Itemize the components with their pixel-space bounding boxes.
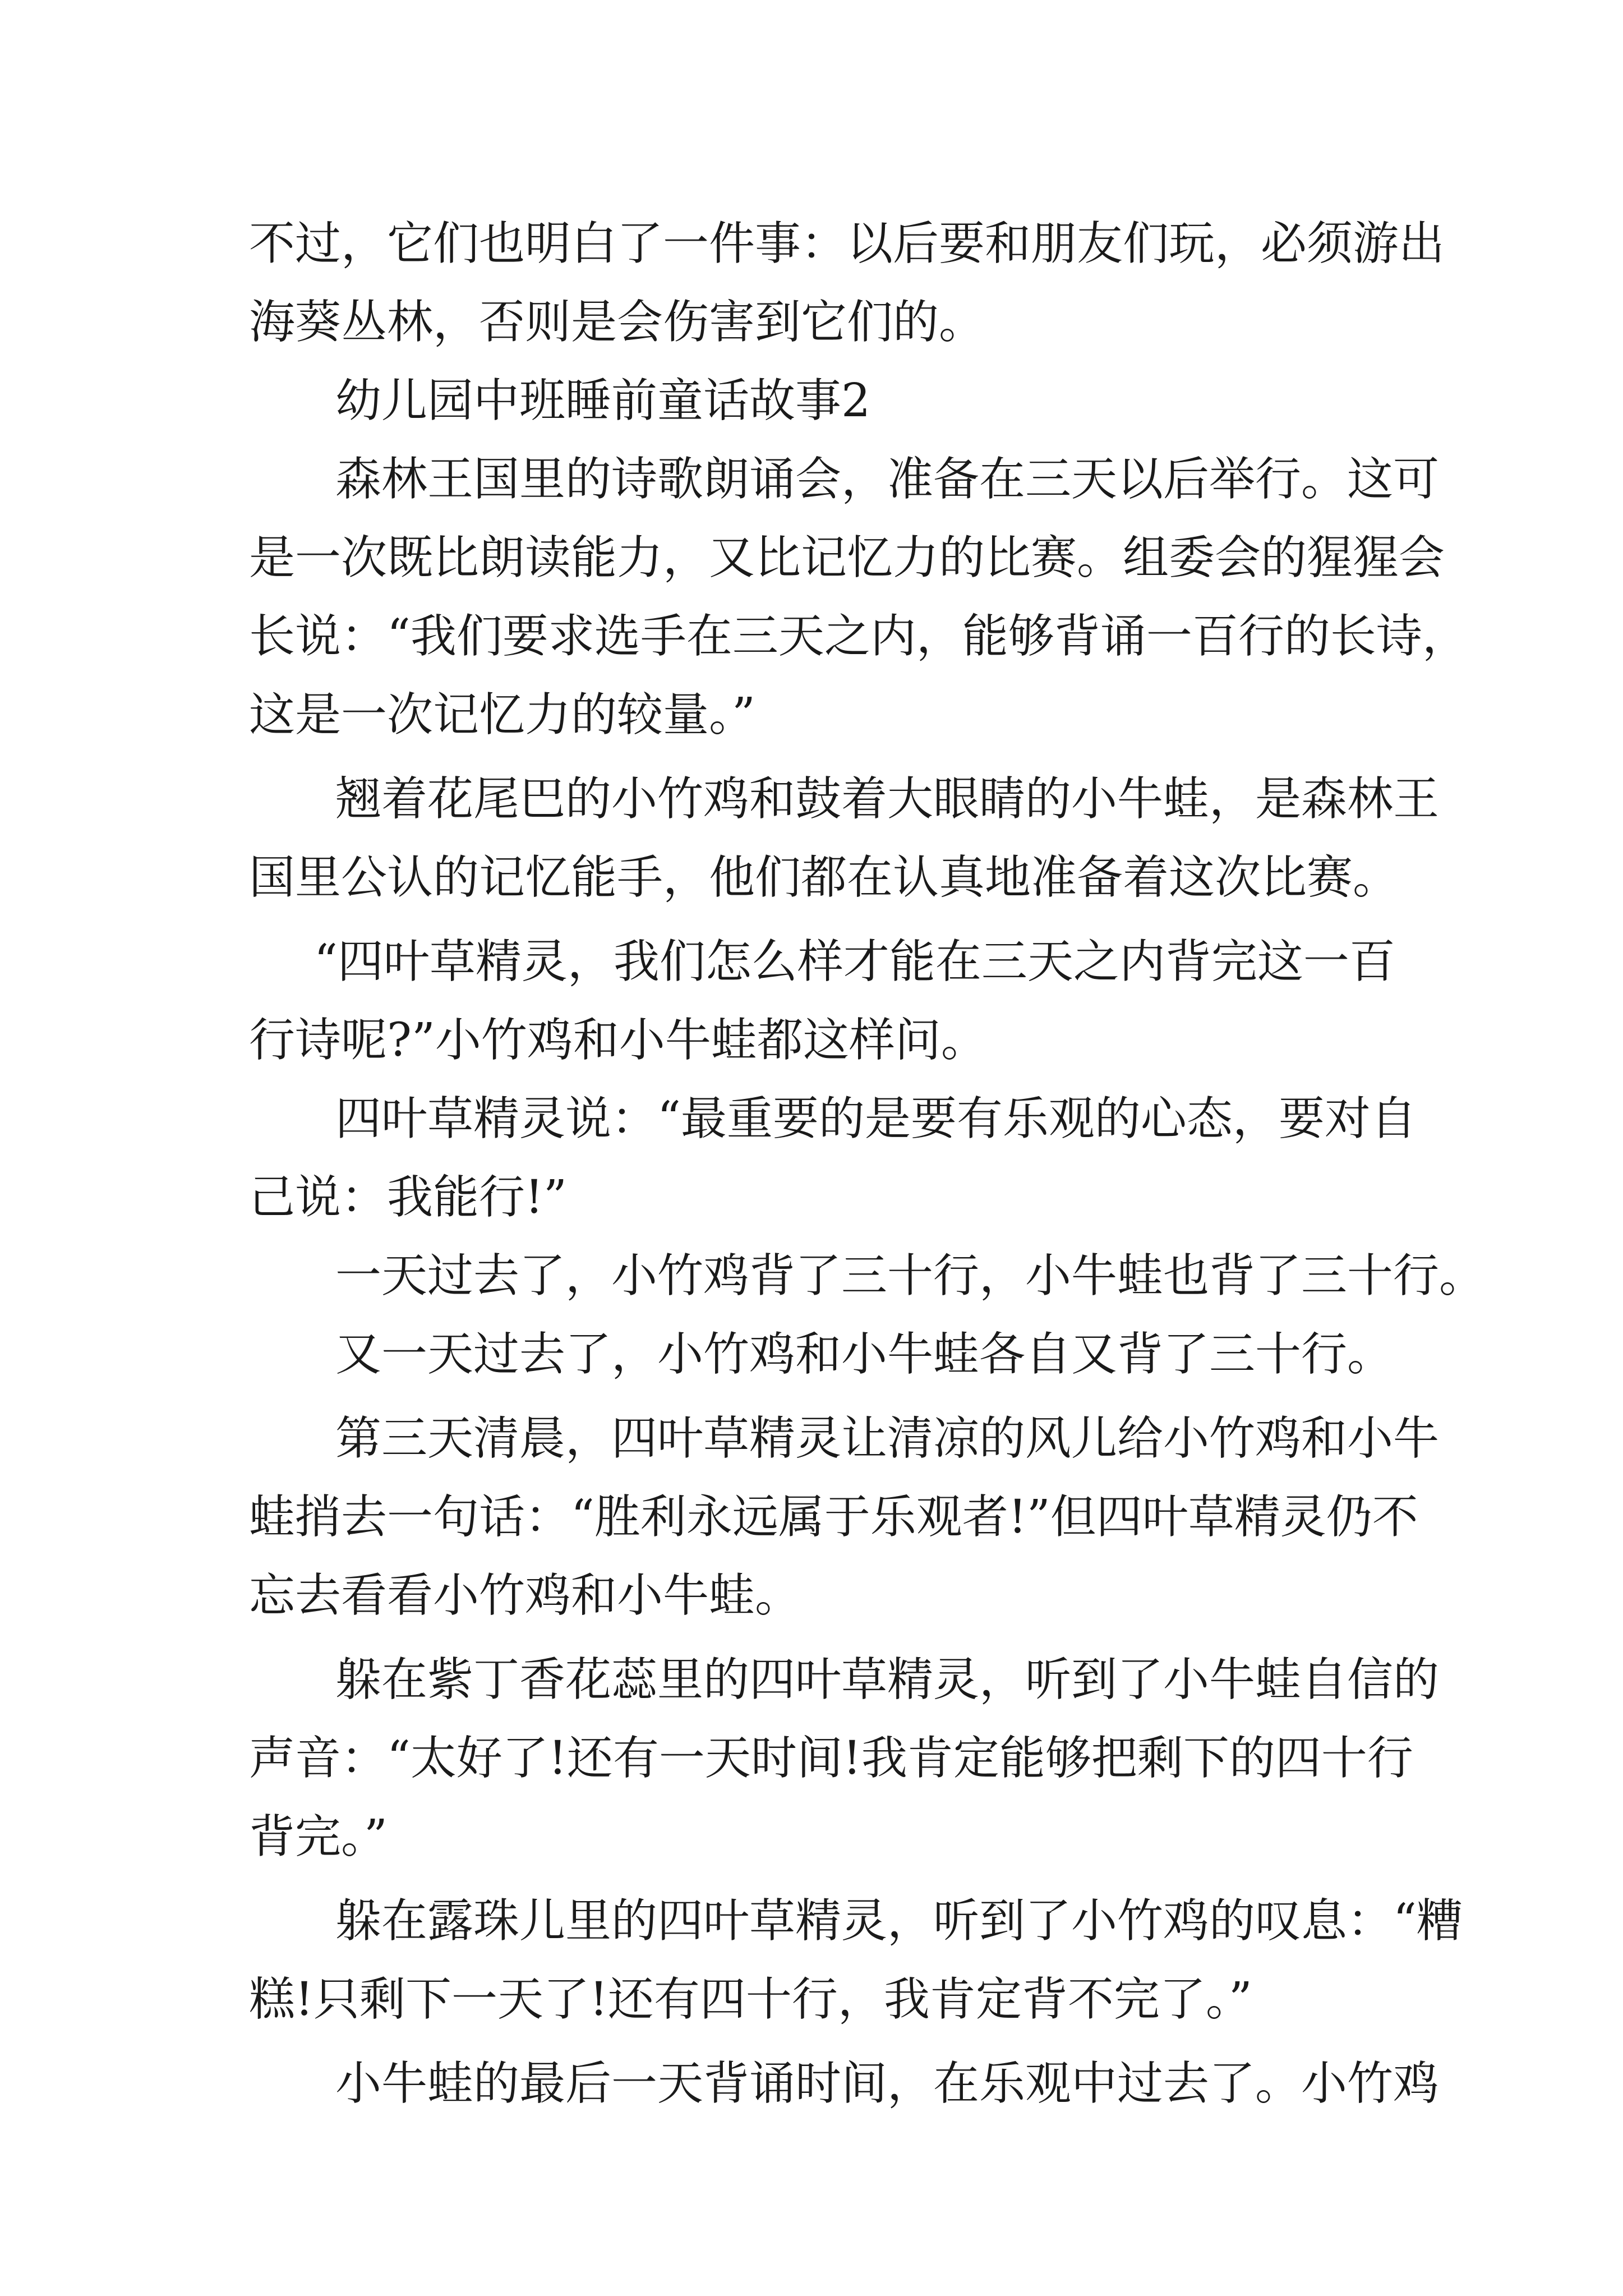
text-line-19 (0, 1644, 1623, 1717)
text-line-16 (0, 1402, 1623, 1475)
text-line-2-content: 海葵丛林，否则是会伤害到它们的。 (249, 296, 985, 349)
text-line-15-content: 又一天过去了，小竹鸡和小牛蛙各自又背了三十行。 (335, 1328, 1394, 1381)
text-line-8-content: 翘着花尾巴的小竹鸡和鼓着大眼睛的小牛蛙，是森林王 (335, 772, 1440, 826)
text-line-12 (0, 1083, 1623, 1156)
text-line-22 (0, 1885, 1623, 1958)
text-line-9 (0, 841, 1623, 914)
text-line-21-content: 背完。” (249, 1810, 388, 1864)
text-line-15 (0, 1318, 1623, 1391)
text-line-17 (0, 1481, 1623, 1554)
text-line-4 (0, 443, 1623, 516)
text-line-20-content: 声音：“太好了!还有一天时间!我肯定能够把剩下的四十行 (249, 1732, 1413, 1785)
text-line-4-content: 森林王国里的诗歌朗诵会，准备在三天以后举行。这可 (335, 453, 1440, 506)
text-line-1-content: 不过，它们也明白了一件事：以后要和朋友们玩，必须游出 (249, 217, 1445, 270)
text-line-11 (0, 1004, 1623, 1077)
text-line-2 (0, 286, 1623, 359)
text-line-10-content: “四叶草精灵，我们怎么样才能在三天之内背完这一百 (314, 935, 1395, 988)
text-line-6 (0, 600, 1623, 673)
text-line-10 (0, 926, 1623, 999)
text-line-24-content: 小牛蛙的最后一天背诵时间，在乐观中过去了。小竹鸡 (335, 2057, 1440, 2110)
text-line-18-content: 忘去看看小竹鸡和小牛蛙。 (249, 1569, 801, 1622)
text-line-1 (0, 208, 1623, 280)
text-line-17-content: 蛙捎去一句话：“胜利永远属于乐观者!”但四叶草精灵仍不 (249, 1490, 1418, 1544)
text-line-23 (0, 1963, 1623, 2036)
text-line-5-content: 是一次既比朗读能力，又比记忆力的比赛。组委会的猩猩会 (249, 531, 1445, 585)
text-line-8 (0, 763, 1623, 836)
text-line-13-content: 己说：我能行!” (249, 1171, 567, 1224)
section-heading-content: 幼儿园中班睡前童话故事2 (335, 374, 871, 427)
text-line-21 (0, 1801, 1623, 1874)
text-line-18 (0, 1559, 1623, 1632)
text-line-20 (0, 1722, 1623, 1795)
text-line-19-content: 躲在紫丁香花蕊里的四叶草精灵，听到了小牛蛙自信的 (335, 1653, 1440, 1706)
text-line-13 (0, 1161, 1623, 1234)
text-line-24 (0, 2047, 1623, 2120)
text-line-12-content: 四叶草精灵说：“最重要的是要有乐观的心态，要对自 (335, 1092, 1417, 1145)
text-line-11-content: 行诗呢?”小竹鸡和小牛蛙都这样问。 (249, 1014, 987, 1067)
text-line-7-content: 这是一次记忆力的较量。” (249, 688, 755, 742)
text-line-14 (0, 1240, 1623, 1313)
text-line-23-content: 糕!只剩下一天了!还有四十行，我肯定背不完了。” (249, 1973, 1252, 2026)
section-heading (0, 365, 1623, 438)
text-line-22-content: 躲在露珠儿里的四叶草精灵，听到了小竹鸡的叹息：“糟 (335, 1894, 1463, 1948)
text-line-6-content: 长说：“我们要求选手在三天之内，能够背诵一百行的长诗， (249, 610, 1468, 663)
text-line-7 (0, 679, 1623, 752)
text-line-16-content: 第三天清晨，四叶草精灵让清凉的风儿给小竹鸡和小牛 (335, 1412, 1440, 1465)
text-line-14-content: 一天过去了，小竹鸡背了三十行，小牛蛙也背了三十行。 (335, 1249, 1486, 1303)
text-line-5 (0, 522, 1623, 595)
text-line-9-content: 国里公认的记忆能手，他们都在认真地准备着这次比赛。 (249, 851, 1399, 904)
